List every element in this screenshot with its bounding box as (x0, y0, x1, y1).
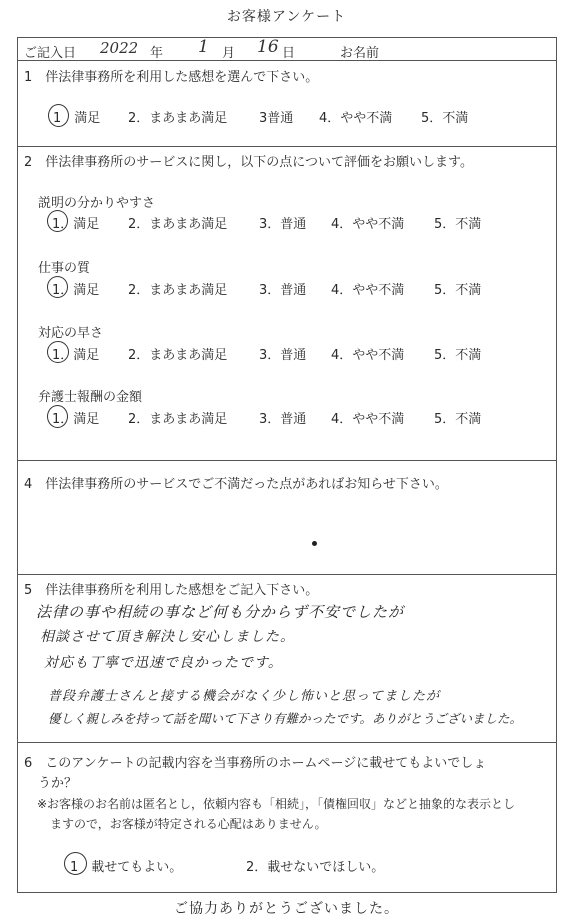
q2-option: 2．まあまあ満足 (128, 412, 228, 427)
day-label: 日 (282, 46, 296, 61)
q1-option-2: 2．まあまあ満足 (128, 111, 228, 126)
q2-option: 2．まあまあ満足 (128, 283, 228, 298)
q5-answer-line: 対応も丁寧で迅速で良かったです。 (44, 655, 283, 671)
q2-option: 4．やや不満 (331, 217, 405, 232)
footer-thanks: ご協力ありがとうございました。 (174, 901, 399, 917)
q1-question: 1 伴法律事務所を利用した感想を選んで下さい。 (24, 70, 319, 85)
q5-answer-line: 相談させて頂き解決し安心しました。 (40, 629, 295, 645)
name-label: お名前 (340, 46, 380, 61)
q2-option: 1．満足 (52, 412, 100, 427)
q2-option: 4．やや不満 (331, 348, 405, 363)
q6-option-2: 2．載せないでほしい。 (246, 860, 385, 875)
q2-option: 3．普通 (259, 412, 307, 427)
q5-question: 5 伴法律事務所を利用した感想をご記入下さい。 (24, 583, 319, 598)
q2-option: 3．普通 (259, 283, 307, 298)
q2-option: 5．不満 (434, 217, 482, 232)
year-value: 2022 (100, 39, 139, 57)
divider (17, 60, 557, 61)
q2-item-label: 対応の早さ (38, 326, 104, 341)
q2-item-label: 弁護士報酬の金額 (38, 390, 143, 405)
month-value: 1 (198, 37, 209, 57)
date-label: ご記入日 (24, 46, 77, 61)
divider (17, 146, 557, 147)
q2-option: 1．満足 (52, 348, 100, 363)
q2-item-label: 説明の分かりやすさ (38, 196, 156, 211)
month-label: 月 (222, 46, 236, 61)
q2-option: 4．やや不満 (331, 283, 405, 298)
q2-option: 4．やや不満 (331, 412, 405, 427)
q1-option-1: 1 満足 (53, 111, 101, 126)
q6-note: ※お客様のお名前は匿名とし，依頼内容も「相続」，「債権回収」などと抽象的な表示とし (37, 797, 516, 811)
q2-option: 2．まあまあ満足 (128, 217, 228, 232)
q1-option-3: 3普通 (259, 111, 294, 126)
q5-answer-line: 普段弁護士さんと接する機会がなく少し怖いと思ってましたが (48, 689, 441, 704)
survey-title: お客様アンケート (226, 9, 347, 25)
q2-option: 3．普通 (259, 217, 307, 232)
q2-option: 5．不満 (434, 348, 482, 363)
q2-question: 2 伴法律事務所のサービスに関し，以下の点について評価をお願いします。 (24, 155, 473, 170)
q6-question-cont: うか？ (38, 776, 78, 791)
divider (17, 460, 557, 461)
q2-option: 5．不満 (434, 283, 482, 298)
q6-question: 6 このアンケートの記載内容を当事務所のホームページに載せてもよいでしょ (24, 756, 487, 771)
q2-option: 2．まあまあ満足 (128, 348, 228, 363)
q1-option-4: 4．やや不満 (319, 111, 393, 126)
q2-option: 1．満足 (52, 283, 100, 298)
q5-answer-line: 優しく親しみを持って話を聞いて下さり有難かったです。ありがとうございました。 (48, 711, 523, 726)
q2-option: 5．不満 (434, 412, 482, 427)
q2-option: 3．普通 (259, 348, 307, 363)
q2-option: 1．満足 (52, 217, 100, 232)
divider (17, 742, 557, 743)
year-label: 年 (150, 46, 164, 61)
q2-item-label: 仕事の質 (38, 261, 91, 276)
ink-dot (312, 541, 317, 546)
q4-question: 4 伴法律事務所のサービスでご不満だった点があればお知らせ下さい。 (24, 477, 448, 492)
q6-option-1: 1 載せてもよい。 (70, 860, 183, 875)
q1-option-5: 5．不満 (421, 111, 469, 126)
q6-note-cont: ますので，お客様が特定される心配はありません。 (50, 817, 327, 831)
q5-answer-line: 法律の事や相続の事など何も分からず不安でしたが (36, 603, 405, 621)
day-value: 16 (257, 37, 279, 57)
divider (17, 574, 557, 575)
